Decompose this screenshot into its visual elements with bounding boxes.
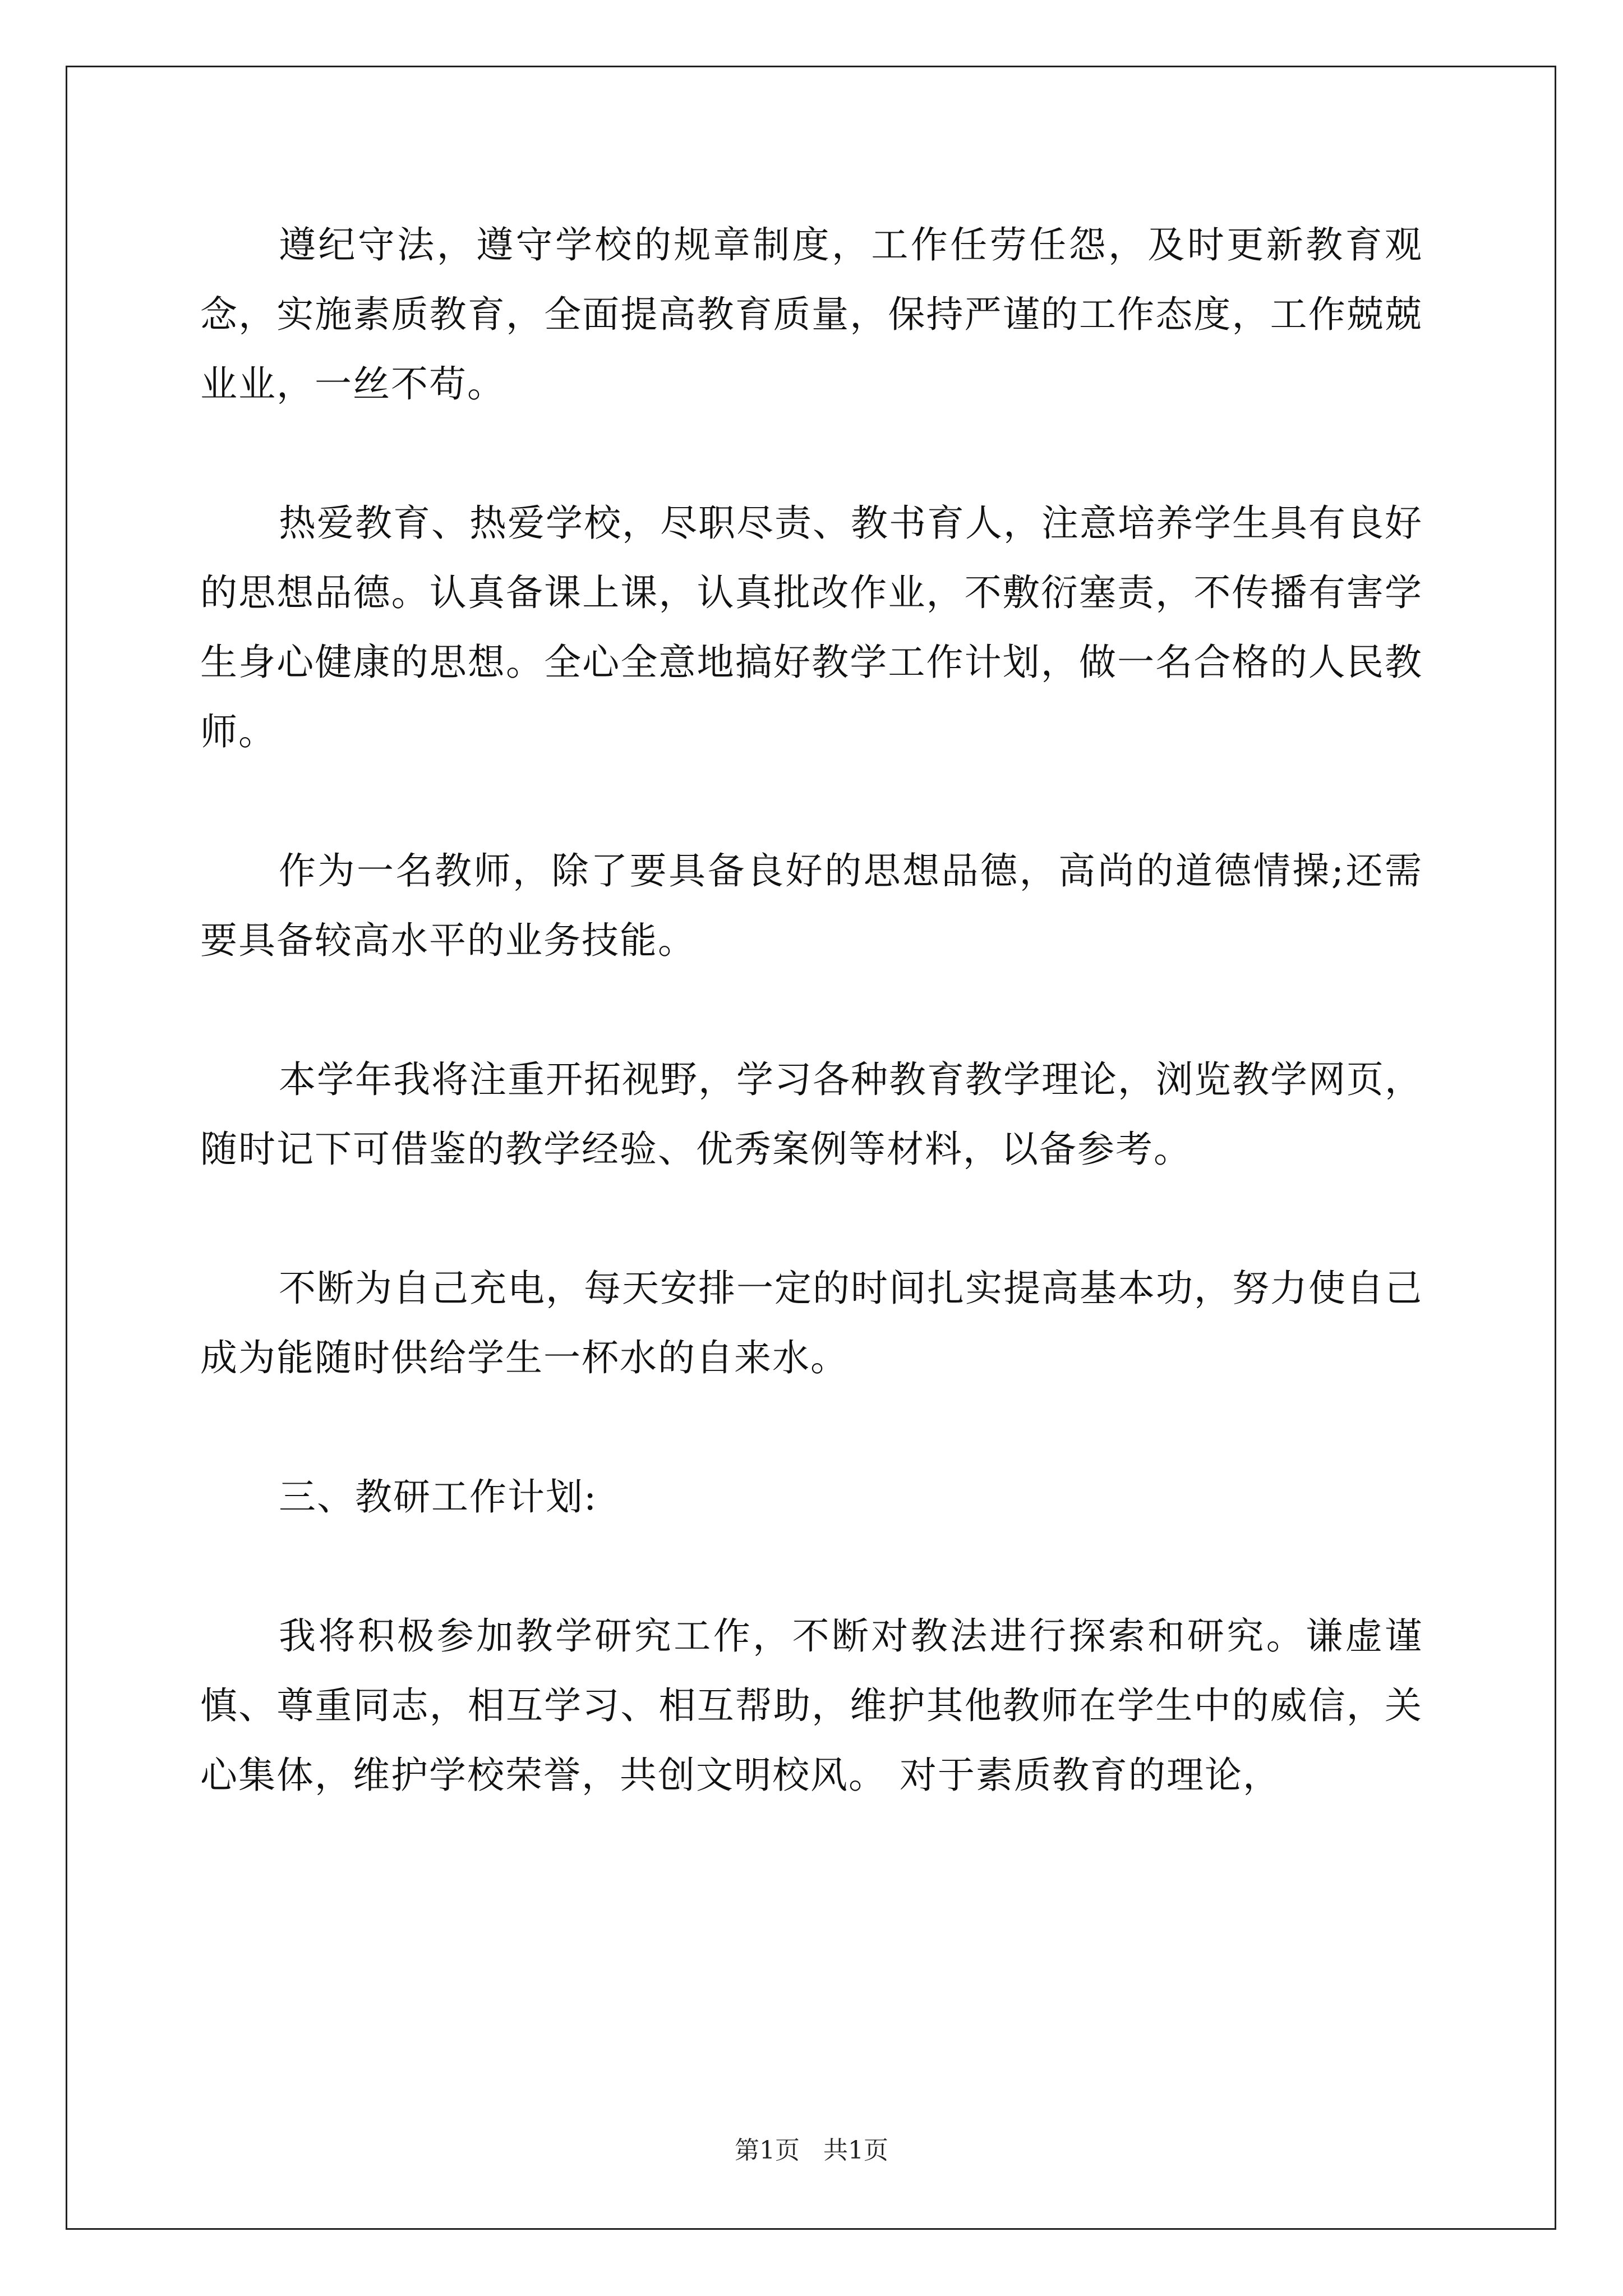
paragraph-5: 不断为自己充电，每天安排一定的时间扎实提高基本功，努力使自己成为能随时供给学生一杯水的自来水。 <box>200 1267 1423 1379</box>
section-heading: 三、教研工作计划: <box>279 1475 598 1519</box>
paragraph-3: 作为一名教师，除了要具备良好的思想品德，高尚的道德情操;还需要具备较高水平的业务技能。 <box>200 849 1423 962</box>
paragraph-6: 我将积极参加教学研究工作，不断对教法进行探索和研究。谦虚谨慎、尊重同志，相互学习、相互帮助，维护其他教师在学生中的威信，关心集体，维护学校荣誉，共创文明校风。 对于素质教育的理论， <box>200 1614 1423 1797</box>
paragraph-2: 热爱教育、热爱学校，尽职尽责、教书育人，注意培养学生具有良好的思想品德。认真备课上课，认真批改作业，不敷衍塞责，不传播有害学生身心健康的思想。全心全意地搞好教学工作计划，做一名合格的人民教师。 <box>200 501 1423 753</box>
document-body <box>200 210 1423 1810</box>
paragraph-4: 本学年我将注重开拓视野，学习各种教育教学理论，浏览教学网页，随时记下可借鉴的教学经验、优秀案例等材料，以备参考。 <box>200 1058 1423 1171</box>
page-footer: 第1页 共1页 <box>735 2136 888 2165</box>
paragraph-1: 遵纪守法，遵守学校的规章制度，工作任劳任怨，及时更新教育观念，实施素质教育，全面提高教育质量，保持严谨的工作态度，工作兢兢业业，一丝不苟。 <box>200 223 1423 406</box>
